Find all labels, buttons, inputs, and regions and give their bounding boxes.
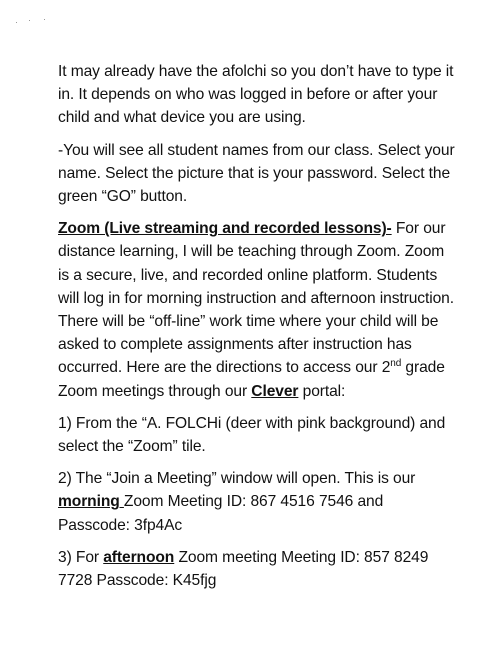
- zoom-body-end: portal:: [298, 382, 346, 400]
- step-2-rest: Zoom Meeting ID: 867 4516 7546 and Passcode: 3fp4Ac: [58, 493, 384, 534]
- step-1: 1) From the “A. FOLCHi (deer with pink background) and select the “Zoom” tile.: [58, 414, 446, 456]
- paragraph-afolchi-note: It may already have the afolchi so you don’t have to type it in. It depends on who was logged in before or after your child and what device you are using.: [58, 63, 454, 127]
- scan-specks: [14, 14, 54, 28]
- speck-dot: [29, 20, 30, 21]
- step-3-rest: Zoom meeting Meeting ID: 857 8249 7728 Passcode: K45fjg: [58, 548, 429, 590]
- step-2: [58, 467, 458, 537]
- step-3-afternoon: afternoon: [103, 548, 175, 566]
- step-3: [58, 546, 458, 592]
- step-2-prefix: 2) The “Join a Meeting” window will open. This is our: [58, 470, 416, 488]
- document-body: [58, 60, 458, 601]
- clever-link: Clever: [251, 382, 299, 400]
- zoom-body-cont: grade Zoom meetings through our: [58, 359, 445, 400]
- paragraph-zoom: [58, 217, 458, 403]
- step-3-prefix: 3) For: [58, 548, 104, 566]
- zoom-heading: Zoom (Live streaming and recorded lessons)-: [58, 220, 392, 238]
- zoom-ordinal-suffix: nd: [390, 358, 402, 370]
- paragraph-student-names: -You will see all student names from our class. Select your name. Select the picture that is your password. Select the green “GO” button.: [58, 141, 455, 206]
- step-2-morning: morning: [58, 493, 124, 511]
- speck-dot: [16, 22, 17, 23]
- zoom-body: For our distance learning, I will be teaching through Zoom. Zoom is a secure, live, and recorded online platform. Students will log in for morning instruction and afternoon instruction. There will be “off-line” work time where your child will be asked to complete assignments after instruction has occurred. Here are the directions to access our 2: [58, 220, 454, 377]
- speck-dot: [44, 19, 45, 20]
